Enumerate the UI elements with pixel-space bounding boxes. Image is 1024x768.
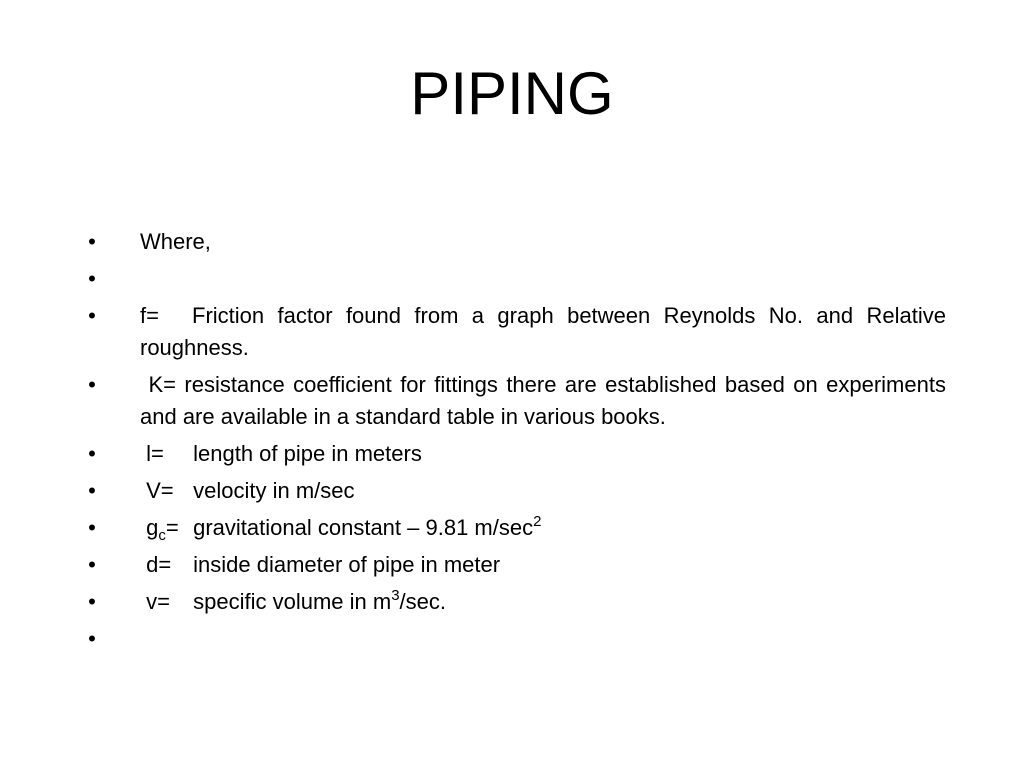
list-item-empty bbox=[82, 263, 946, 295]
slide-title: PIPING bbox=[410, 60, 614, 127]
list-item-gravitational-constant bbox=[82, 512, 946, 544]
item-description: inside diameter of pipe in meter bbox=[193, 552, 501, 577]
item-text: Where, bbox=[140, 229, 211, 254]
item-description: length of pipe in meters bbox=[193, 441, 422, 466]
list-item-velocity bbox=[82, 475, 946, 507]
item-term: f= bbox=[140, 303, 159, 328]
bullet-icon: • bbox=[88, 589, 96, 614]
item-term bbox=[146, 512, 193, 544]
list-item-empty bbox=[82, 623, 946, 655]
list-item-resistance-coefficient bbox=[82, 369, 946, 433]
bullet-icon: • bbox=[88, 229, 96, 254]
bullet-icon: • bbox=[88, 441, 96, 466]
bullet-icon: • bbox=[88, 478, 96, 503]
bullet-icon: • bbox=[88, 372, 96, 397]
item-term: V= bbox=[146, 478, 174, 503]
item-term: K= bbox=[148, 372, 176, 397]
list-item-specific-volume bbox=[82, 586, 946, 618]
description-superscript: 2 bbox=[533, 513, 542, 530]
item-description: velocity in m/sec bbox=[193, 478, 355, 503]
item-description: specific volume in m bbox=[193, 589, 392, 614]
list-item-length bbox=[82, 438, 946, 470]
item-term: v= bbox=[146, 589, 170, 614]
bullet-icon: • bbox=[88, 303, 96, 328]
list-item-diameter bbox=[82, 549, 946, 581]
description-superscript: 3 bbox=[391, 587, 400, 604]
term-base: g bbox=[146, 515, 159, 540]
item-description: gravitational constant – 9.81 m/sec bbox=[193, 515, 534, 540]
item-description: Friction factor found from a graph between Reynolds No. and Relative roughness. bbox=[140, 303, 946, 360]
list-item bbox=[82, 226, 946, 258]
description-tail: /sec. bbox=[399, 589, 447, 614]
item-description: resistance coefficient for fittings there are established based on experiments and are available in a standard table in various books. bbox=[140, 372, 946, 429]
bullet-icon: • bbox=[88, 626, 96, 651]
bullet-icon: • bbox=[88, 266, 96, 291]
term-subscript: c bbox=[158, 527, 166, 544]
bullet-icon: • bbox=[88, 515, 96, 540]
bullet-list bbox=[82, 226, 946, 660]
item-term: l= bbox=[146, 441, 164, 466]
term-suffix: = bbox=[165, 515, 179, 540]
bullet-icon: • bbox=[88, 552, 96, 577]
item-term: d= bbox=[146, 552, 172, 577]
list-item-friction-factor bbox=[82, 300, 946, 364]
